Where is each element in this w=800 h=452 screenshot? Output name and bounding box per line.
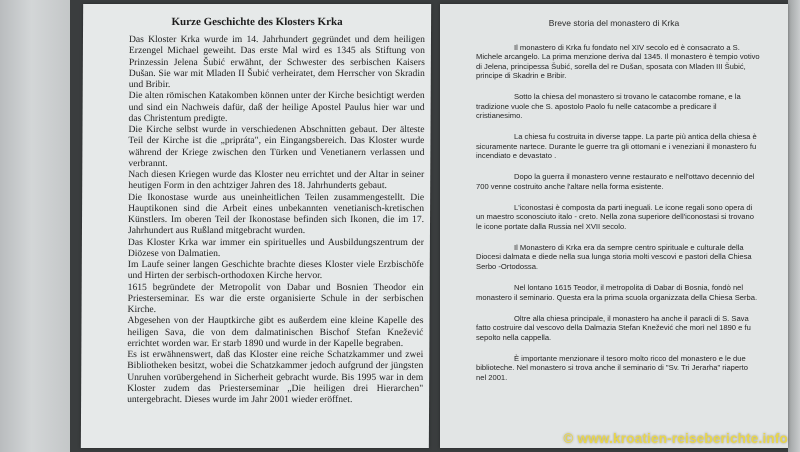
german-paragraph: Abgesehen von der Hauptkirche gibt es außerdem eine kleine Kapelle des heiligen Sava, die von dem dalmatinischen Bischof Stefan Knežević errichtet worden war. Er starb 1890 und wurde in der Kapelle begraben.	[127, 315, 424, 349]
german-paragraph: Die Ikonostase wurde aus uneinheitlichen Teilen zusammengestellt. Die Hauptikonen sind die Arbeit eines unbekannten venetianisch-kretischen Künstlers. Im oberen Teil der Ikonostase befinden sich Ikonen, die im 17. Jahrhundert aus Rußland mitgebracht wurden.	[127, 191, 425, 237]
italian-text-sheet	[440, 4, 788, 448]
italian-paragraph: Il Monastero di Krka era da sempre centro spirituale e culturale della Diocesi dalmata e diede nella sua lunga storia molti vescovi e pastori della Chiesa Serbo -Ortodossa.	[476, 243, 752, 271]
italian-paragraph: Dopo la guerra il monastero venne restaurato e nell'ottavo decennio del 700 venne costruito anche l'altare nella forma esistente.	[476, 172, 755, 191]
watermark-text: © www.kroatien-reiseberichte.info	[563, 431, 788, 446]
italian-paragraph: È importante menzionare il tesoro molto ricco del monastero e le due biblioteche. Nel monastero si trova anche il seminario di "Sv. Tri Jerarha" riaperto nel 2001.	[476, 353, 748, 382]
german-paragraph: 1615 begründete der Metropolit von Dabar und Bosnien Theodor ein Priesterseminar. Es war die erste organisierte Schule in der serbischen Kirche.	[127, 281, 424, 315]
german-paragraph: Die Kirche selbst wurde in verschiedenen Abschnitten gebaut. Der älteste Teil der Kirche ist die „pripráta", ein Eingangsbereich. Das Kloster wurde während der Kriege zwischen den Türken und Venetianern verlassen und verbrannt.	[128, 124, 425, 169]
italian-paragraph: Oltre alla chiesa principale, il monastero ha anche il paracli di S. Sava fatto costruire dal vescovo della Dalmazia Stefan Knežević che morì nel 1890 e fu sepolto nella cappella.	[476, 313, 751, 342]
german-text-sheet	[81, 4, 431, 448]
italian-paragraph: La chiesa fu costruita in diverse tappe. La parte più antica della chiesa è sicuramente nartece. Durante le guerre tra gli ottomani e i veneziani il monastero fu incendiato e devastato .	[476, 132, 757, 161]
german-paragraph: Das Kloster Krka war immer ein spirituelles und Ausbildungszentrum der Diözese von Dalmatien.	[127, 236, 424, 259]
german-paragraph: Das Kloster Krka wurde im 14. Jahrhundert gegründet und dem heiligen Erzengel Michael geweiht. Das erste Mal wird es 1345 als Stiftung von Prinzessin Jelena Šubić erwähnt, der Schwester des serbischen Kaisers Dušan. Sie war mit Mladen II Šubić verheiratet, dem Herrscher von Skradin und Bribir.	[128, 34, 426, 90]
german-paragraph: Es ist erwähnenswert, daß das Kloster eine reiche Schatzkammer und zwei Bibliotheken besitzt, wobei die Schatzkammer jedoch aufgrund der jüngsten Unruhen vorübergehend in Sicherheit gebracht wurde. Bis 1995 war in dem Kloster zudem das Priesterseminar „Die heiligen drei Hierarchen" untergebracht. Dieses wurde im Jahr 2001 wieder eröffnet.	[127, 349, 424, 405]
german-body	[127, 34, 425, 405]
german-paragraph: Die alten römischen Katakomben können unter der Kirche besichtigt werden und sind ein Nachweis dafür, daß der heilige Apostel Paulus hier war und das Christentum predigte.	[128, 90, 425, 124]
italian-paragraph: Il monastero di Krka fu fondato nel XIV secolo ed è consacrato a S. Michele arcangelo. La prima menzione deriva dal 1345. Il monastero è tempio votivo di Jelena, principessa Šubić, sorella del re Dušan, sposata con Mladen III Šubić, principe di Skadrin e Bribir.	[476, 43, 760, 81]
italian-paragraph: L'iconostasi è composta da parti ineguali. Le icone regali sono opera di un maestro sconosciuto italo - creto. Nella zona superiore dell'iconostasi si trovano le icone portate dalla Russia nel XVII secolo.	[476, 203, 754, 231]
wall-frame-right	[788, 0, 800, 452]
italian-paragraph: Nel lontano 1615 Teodor, il metropolita di Dabar di Bosnia, fondò nel monastero il seminario. Questa era la prima scuola organizzata della Chiesa Serba.	[476, 283, 758, 302]
german-title: Kurze Geschichte des Klosters Krka	[171, 16, 343, 28]
italian-title: Breve storia del monastero di Krka	[548, 18, 680, 28]
german-paragraph: Nach diesen Kriegen wurde das Kloster neu errichtet und der Altar in seiner heutigen Form in den achtziger Jahren des 18. Jahrhunderts gebaut.	[128, 169, 425, 192]
italian-body	[476, 43, 760, 394]
wall-frame-left	[0, 0, 70, 452]
german-paragraph: Im Laufe seiner langen Geschichte brachte dieses Kloster viele Erzbischöfe und Hirten der serbisch-orthodoxen Kirche hervor.	[127, 259, 424, 282]
italian-paragraph: Sotto la chiesa del monastero si trovano le catacombe romane, e la tradizione vuole che S. apostolo Paolo fu nelle catacombe a predicare il cristianesimo.	[476, 92, 741, 121]
